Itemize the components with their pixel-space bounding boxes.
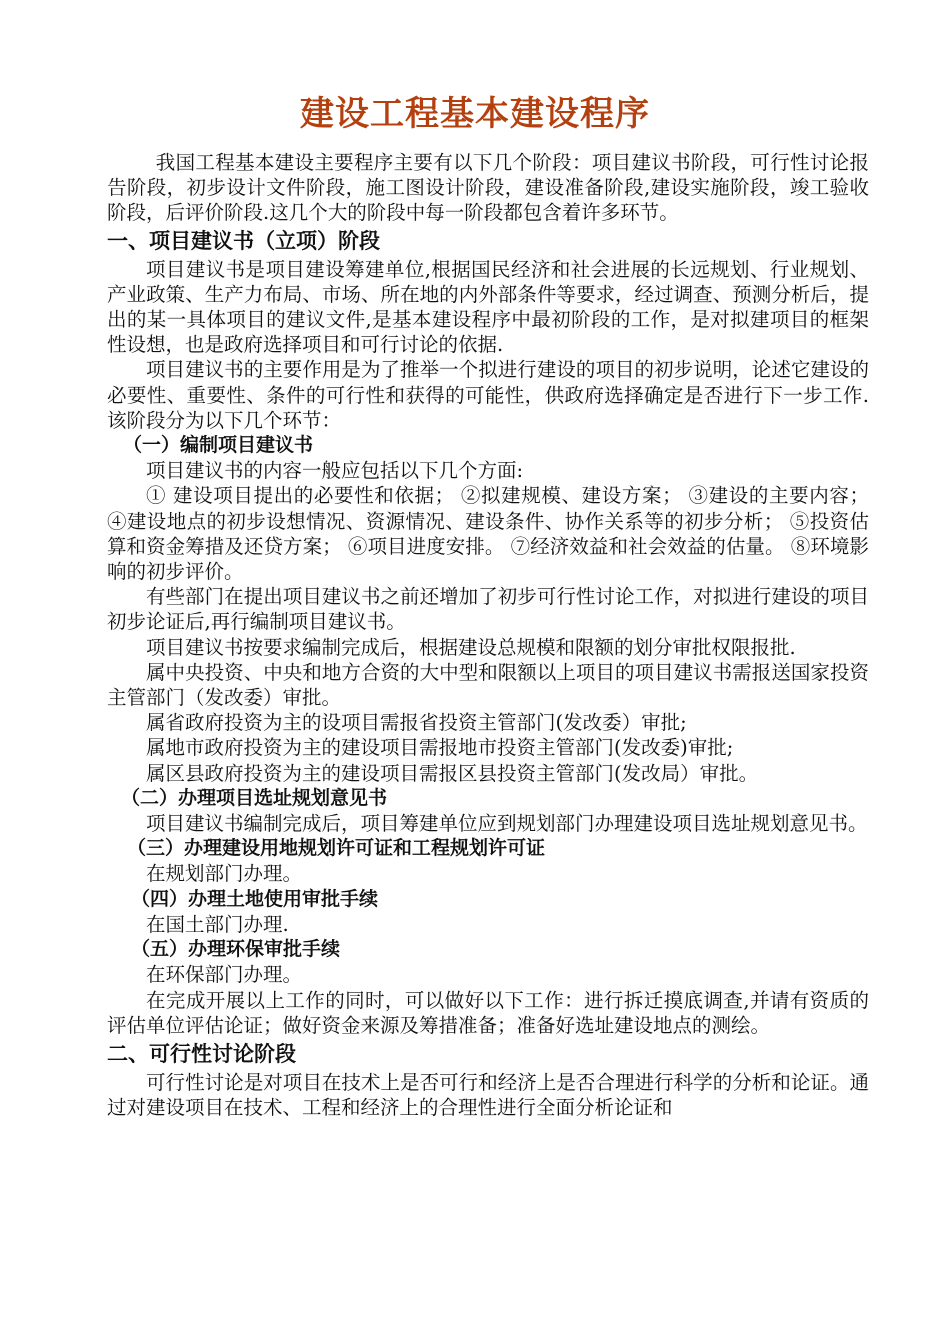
subsection-5-paragraph-2: 在完成开展以上工作的同时，可以做好以下工作：进行拆迁摸底调查,并请有资质的评估单位评估论证；做好资金来源及筹措准备；准备好选址建设地点的测绘。 [107, 988, 869, 1037]
subsection-1-paragraph-6: 属省政府投资为主的设项目需报省投资主管部门(发改委）审批; [146, 711, 687, 735]
subsection-1-paragraph-7: 属地市政府投资为主的建设项目需报地市投资主管部门(发改委)审批; [146, 736, 734, 760]
subsection-2-paragraph-1: 项目建议书编制完成后，项目筹建单位应到规划部门办理建设项目选址规划意见书。 [146, 812, 868, 836]
subsection-3-paragraph-1: 在规划部门办理。 [146, 862, 303, 886]
subsection-1-paragraph-3: 有些部门在提出项目建议书之前还增加了初步可行性讨论工作，对拟进行建设的项目初步论证后,再行编制项目建议书。 [107, 585, 869, 634]
section-1-paragraph-1: 项目建议书是项目建设筹建单位,根据国民经济和社会进展的长远规划、行业规划、产业政策、生产力布局、市场、所在地的内外部条件等要求，经过调查、预测分析后，提出的某一具体项目的建议文件,是基本建设程序中最初阶段的工作，是对拟建项目的框架性设想，也是政府选择项目和可行讨论的依据. [107, 257, 869, 357]
subsection-1-paragraph-2: ① 建设项目提出的必要性和依据； ②拟建规模、建设方案； ③建设的主要内容； ④建设地点的初步设想情况、资源情况、建设条件、协作关系等的初步分析； ⑤投资估算和资金筹措及还贷方案； ⑥项目进度安排。 ⑦经济效益和社会效益的估量。 ⑧环境影响的初步评价。 [107, 484, 869, 584]
subsection-5-paragraph-1: 在环保部门办理。 [146, 963, 303, 987]
section-2-paragraph-1: 可行性讨论是对项目在技术上是否可行和经济上是否合理进行科学的分析和论证。通过对建设项目在技术、工程和经济上的合理性进行全面分析论证和 [107, 1070, 869, 1120]
section-1-heading: 一、项目建议书（立项）阶段 [107, 228, 380, 253]
subsection-1-paragraph-8: 属区县政府投资为主的建设项目需报区县投资主管部门(发改局）审批。 [146, 761, 759, 785]
subsection-2-heading: （二）办理项目选址规划意见书 [121, 786, 388, 809]
intro-paragraph: 我国工程基本建设主要程序主要有以下几个阶段：项目建议书阶段，可行性讨论报告阶段，初步设计文件阶段，施工图设计阶段，建设准备阶段,建设实施阶段，竣工验收阶段，后评价阶段.这几个大的阶段中每一阶段都包含着许多环节。 [107, 151, 869, 225]
document-body [107, 150, 869, 1120]
subsection-1-paragraph-4: 项目建议书按要求编制完成后，根据建设总规模和限额的划分审批权限报批. [146, 635, 796, 659]
document-title: 建设工程基本建设程序 [300, 94, 650, 134]
subsection-1-paragraph-1: 项目建议书的内容一般应包括以下几个方面: [146, 459, 524, 483]
subsection-5-heading: （五）办理环保审批手续 [131, 938, 341, 961]
subsection-3-heading: （三）办理建设用地规划许可证和工程规划许可证 [127, 837, 546, 860]
subsection-1-paragraph-5: 属中央投资、中央和地方合资的大中型和限额以上项目的项目建议书需报送国家投资主管部门（发改委）审批。 [107, 660, 869, 710]
section-2-heading: 二、可行性讨论阶段 [107, 1041, 296, 1066]
section-1-paragraph-2: 项目建议书的主要作用是为了推举一个拟进行建设的项目的初步说明，论述它建设的必要性、重要性、条件的可行性和获得的可能性，供政府选择确定是否进行下一步工作.该阶段分为以下几个环节： [107, 358, 869, 432]
subsection-1-heading: （一）编制项目建议书 [123, 434, 314, 457]
subsection-4-paragraph-1: 在国土部门办理. [146, 912, 289, 936]
subsection-4-heading: （四）办理土地使用审批手续 [131, 887, 379, 910]
